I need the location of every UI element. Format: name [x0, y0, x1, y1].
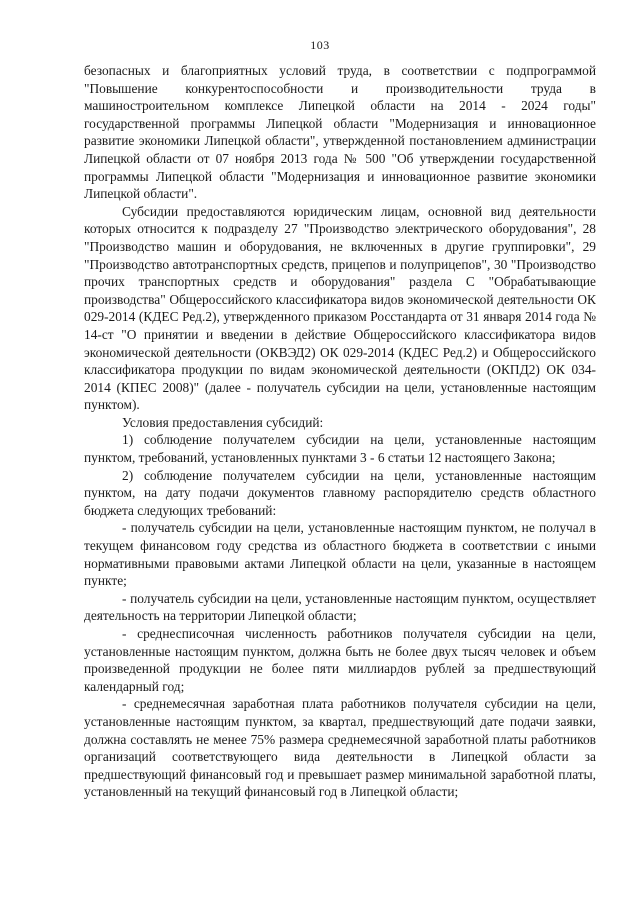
paragraph-requirement-salary: - среднемесячная заработная плата работников получателя субсидии на цели, установленные настоящим пунктом, за квартал, предшествующий дате подачи заявки, должна составлять не менее 75% размера среднемесячной заработной платы работников организаций соответствующего вида деятельности в Липецкой области за предшествующий финансовый год и превышает размер минимальной заработной платы, установленный на текущий финансовый год в Липецкой области;	[84, 696, 596, 800]
paragraph-requirement-territory: - получатель субсидии на цели, установленные настоящим пунктом, осуществляет деятельность на территории Липецкой области;	[84, 590, 596, 624]
page-number: 103	[310, 38, 330, 52]
paragraph-condition-2: 2) соблюдение получателем субсидии на цели, установленные настоящим пунктом, на дату подачи документов главному распорядителю средств областного бюджета следующих требований:	[84, 467, 596, 518]
paragraph-requirement-headcount: - среднесписочная численность работников получателя субсидии на цели, установленные настоящим пунктом, должна быть не более двух тысяч человек и объем произведенной продукции не более пяти миллиардов рублей за предшествующий календарный год;	[84, 626, 596, 694]
paragraph-continuation: безопасных и благоприятных условий труда, в соответствии с подпрограммой "Повышение конкурентоспособности и производительности труда в машиностроительном комплексе Липецкой области на 2014 - 2024 годы" государственной программы Липецкой области "Модернизация и инновационное развитие экономики Липецкой области", утвержденной постановлением администрации Липецкой области от 07 ноября 2013 года № 500 "Об утверждении государственной программы Липецкой области "Модернизация и инновационное развитие экономики Липецкой области".	[84, 63, 596, 202]
paragraph-subsidies-recipients: Субсидии предоставляются юридическим лицам, основной вид деятельности которых относится к подразделу 27 "Производство электрического оборудования", 28 "Производство машин и оборудования, не включенных в другие группировки", 29 "Производство автотранспортных средств, прицепов и полуприцепов", 30 "Производство прочих транспортных средств и оборудования" раздела С "Обрабатывающие производства" Общероссийского классификатора видов экономической деятельности ОК 029-2014 (КДЕС Ред.2), утвержденного приказом Росстандарта от 31 января 2014 года № 14-ст "О принятии и введении в действие Общероссийского классификатора видов экономической деятельности (ОКВЭД2) ОК 029-2014 (КДЕС Ред.2) и Общероссийского классификатора продукции по видам экономической деятельности (ОКПД2) ОК 034-2014 (КПЕС 2008)" (далее - получатель субсидии на цели, установленные настоящим пунктом).	[84, 203, 596, 413]
paragraph-requirement-no-other-funds: - получатель субсидии на цели, установленные настоящим пунктом, не получал в текущем финансовом году средства из областного бюджета в соответствии с иными нормативными правовыми актами Липецкой области на цели, указанные в настоящем пункте;	[84, 520, 596, 589]
paragraph-conditions-heading: Условия предоставления субсидий:	[122, 414, 324, 430]
document-body	[84, 62, 596, 801]
paragraph-condition-1: 1) соблюдение получателем субсидии на цели, установленные настоящим пунктом, требований, установленных пунктами 3 - 6 статьи 12 настоящего Закона;	[84, 432, 596, 466]
